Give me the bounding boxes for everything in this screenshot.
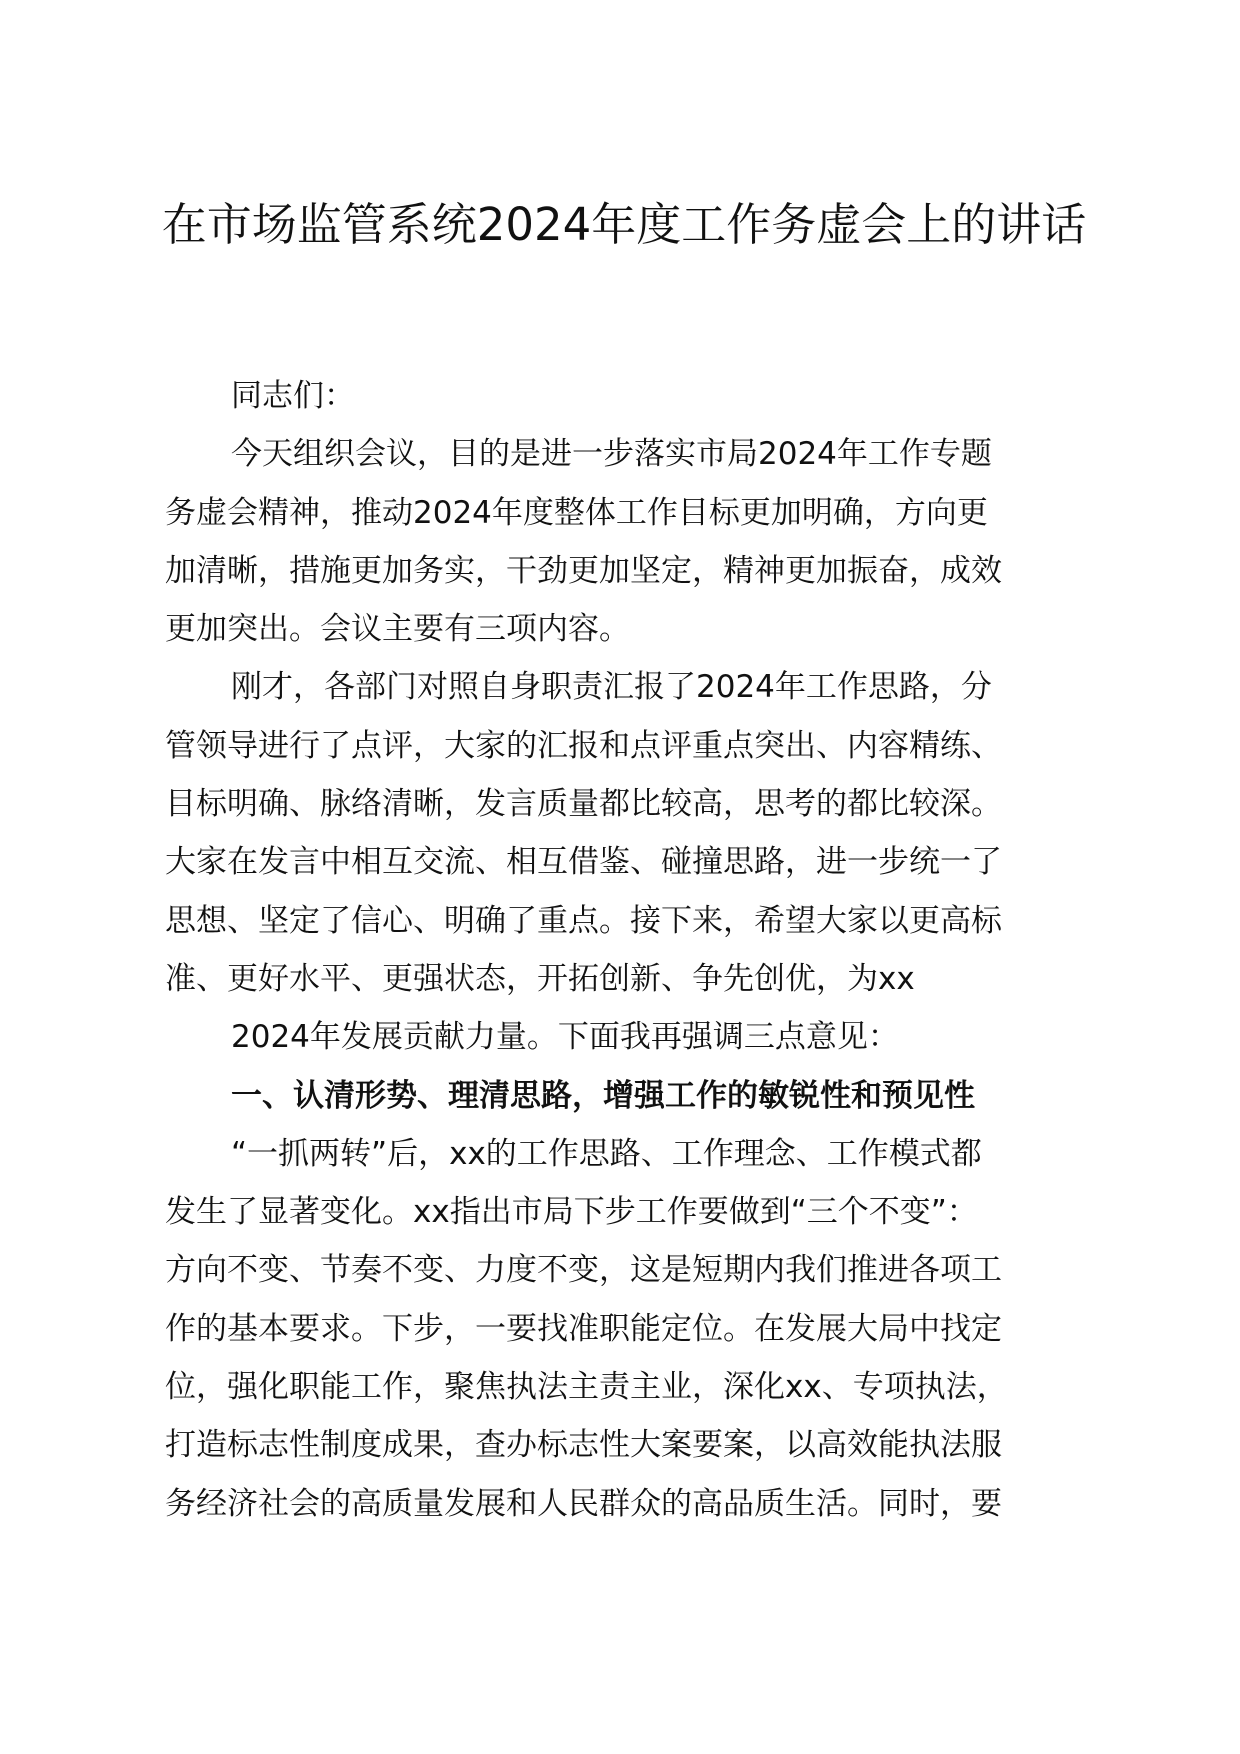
paragraph-2-line: 管领导进行了点评，大家的汇报和点评重点突出、内容精练、 xyxy=(165,727,1002,764)
paragraph-4-line: 方向不变、节奏不变、力度不变，这是短期内我们推进各项工 xyxy=(165,1252,1002,1289)
document-body xyxy=(165,367,1070,1533)
paragraph-2-line: 准、更好水平、更强状态，开拓创新、争先创优，为xx xyxy=(165,960,915,997)
paragraph-2-line: 目标明确、脉络清晰，发言质量都比较高，思考的都比较深。 xyxy=(165,786,1002,823)
paragraph-2-line: 思想、坚定了信心、明确了重点。接下来，希望大家以更高标 xyxy=(165,902,1002,939)
section-heading-1: 一、认清形势、理清思路，增强工作的敏锐性和预见性 xyxy=(231,1077,975,1114)
paragraph-4-line: 作的基本要求。下步，一要找准职能定位。在发展大局中找定 xyxy=(165,1310,1002,1347)
paragraph-4-line: 发生了显著变化。xx指出市局下步工作要做到“三个不变”： xyxy=(165,1194,978,1231)
paragraph-3: 2024年发展贡献力量。下面我再强调三点意见： xyxy=(231,1019,899,1056)
paragraph-1-line: 更加突出。会议主要有三项内容。 xyxy=(165,611,630,648)
salutation: 同志们： xyxy=(231,378,355,414)
paragraph-4-line: “一抓两转”后，xx的工作思路、工作理念、工作模式都 xyxy=(231,1135,982,1172)
paragraph-1-line: 加清晰，措施更加务实，干劲更加坚定，精神更加振奋，成效 xyxy=(165,552,1002,589)
paragraph-1-line: 务虚会精神，推动2024年度整体工作目标更加明确，方向更 xyxy=(165,494,988,531)
paragraph-4-line: 位，强化职能工作，聚焦执法主责主业，深化xx、专项执法， xyxy=(165,1369,1008,1406)
document-title: 在市场监管系统2024年度工作务虚会上的讲话 xyxy=(161,198,1087,251)
paragraph-1-line: 今天组织会议，目的是进一步落实市局2024年工作专题 xyxy=(231,436,992,473)
paragraph-4-line: 务经济社会的高质量发展和人民群众的高品质生活。同时，要 xyxy=(165,1485,1002,1522)
paragraph-2-line: 刚才，各部门对照自身职责汇报了2024年工作思路，分 xyxy=(231,669,992,706)
paragraph-4-line: 打造标志性制度成果，查办标志性大案要案，以高效能执法服 xyxy=(165,1427,1002,1464)
paragraph-2-line: 大家在发言中相互交流、相互借鉴、碰撞思路，进一步统一了 xyxy=(165,844,1002,881)
